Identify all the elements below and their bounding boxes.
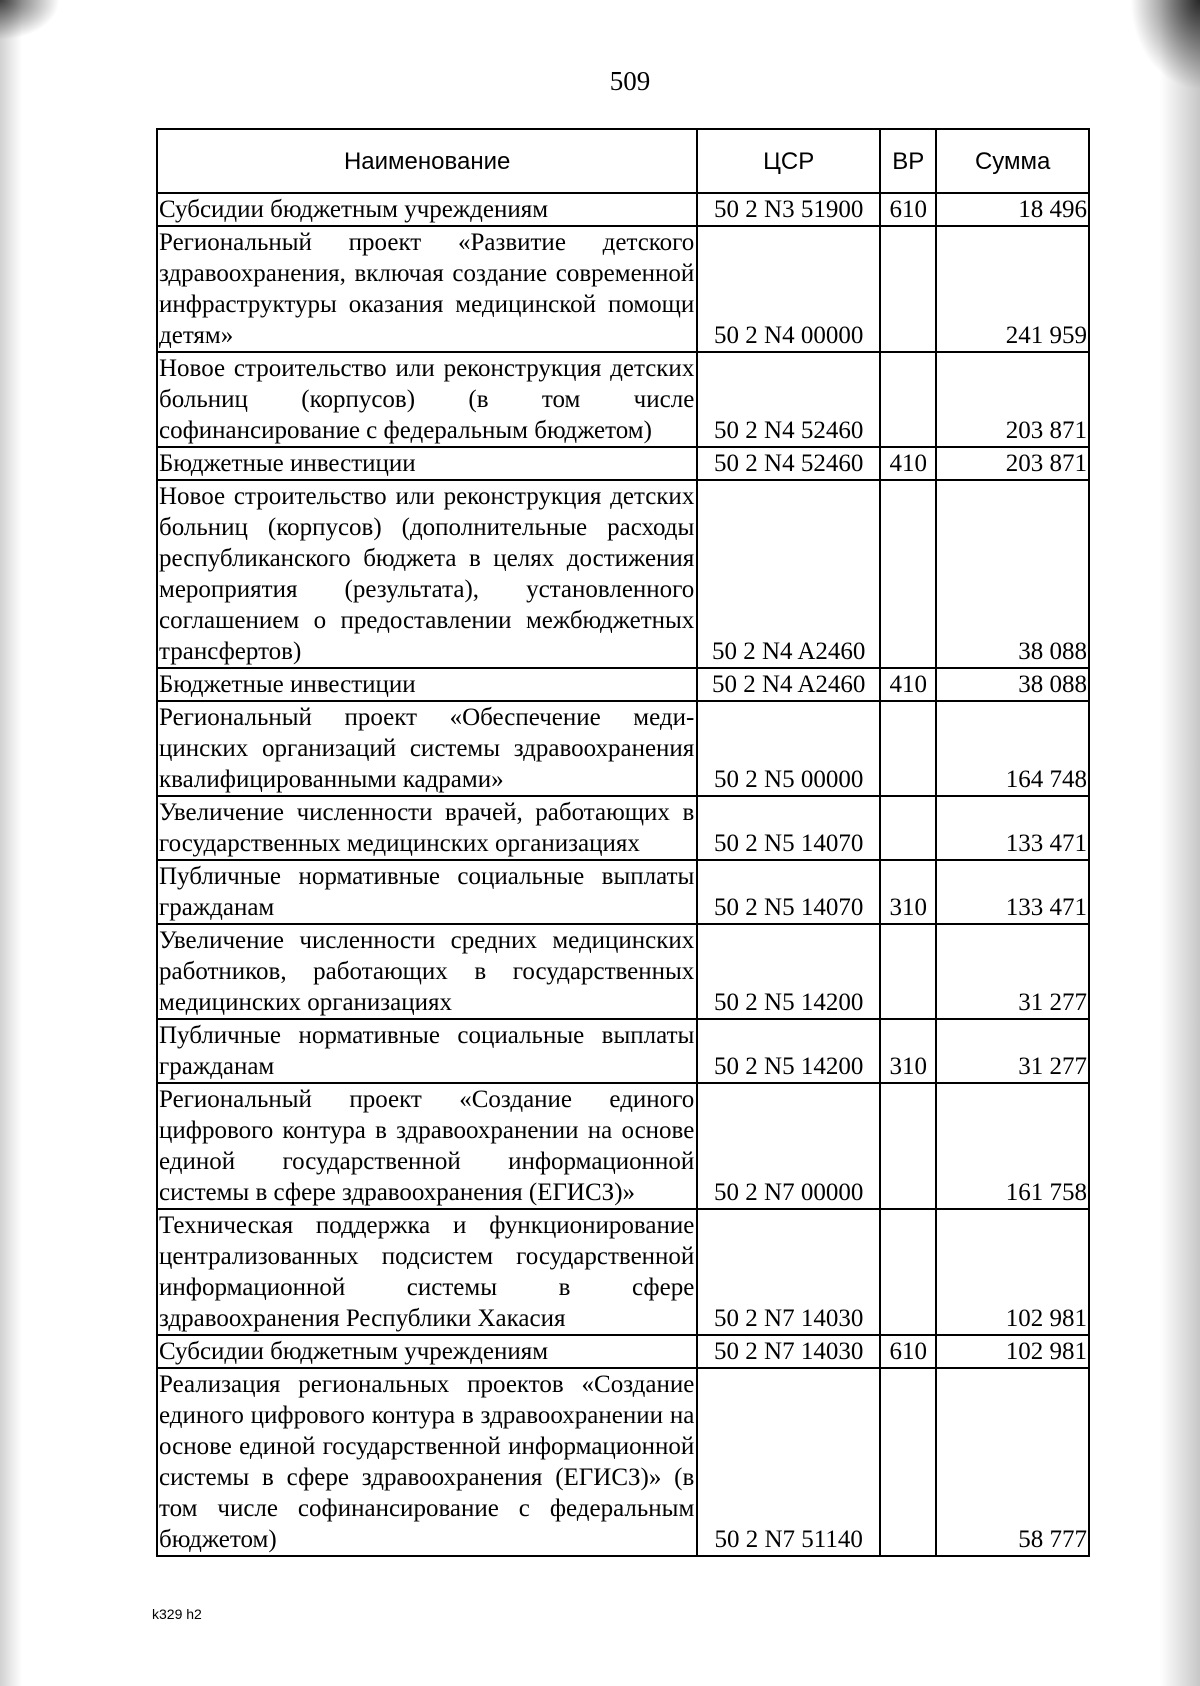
row-vr (880, 226, 936, 352)
row-name: Региональный проект «Развитие детского здравоохранения, включая создание современной инфраструктуры оказания медицинской помощи детям» (157, 226, 697, 352)
header-name: Наименование (157, 129, 697, 193)
row-sum: 38 088 (936, 668, 1089, 701)
header-csr: ЦСР (697, 129, 880, 193)
row-sum: 18 496 (936, 193, 1089, 226)
table-row (157, 796, 1089, 860)
row-csr: 50 2 N4 52460 (697, 447, 880, 480)
row-name: Публичные нормативные социальные выплаты гражданам (157, 860, 697, 924)
row-sum: 203 871 (936, 352, 1089, 447)
table-row (157, 226, 1089, 352)
table-row (157, 1335, 1089, 1368)
row-csr: 50 2 N5 14070 (697, 860, 880, 924)
row-name: Субсидии бюджетным учреждениям (157, 1335, 697, 1368)
table-row (157, 701, 1089, 796)
table-row (157, 668, 1089, 701)
row-vr: 310 (880, 860, 936, 924)
row-sum: 38 088 (936, 480, 1089, 668)
row-vr (880, 701, 936, 796)
row-csr: 50 2 N4 00000 (697, 226, 880, 352)
row-vr: 610 (880, 1335, 936, 1368)
budget-table (156, 128, 1090, 1557)
row-sum: 161 758 (936, 1083, 1089, 1209)
row-vr (880, 480, 936, 668)
table-row (157, 1368, 1089, 1556)
footer-code: k329 h2 (152, 1606, 202, 1622)
row-name: Техническая поддержка и функционирование централизованных подсистем государственной информационной системы в сфере здравоохранения Республики Хакасия (157, 1209, 697, 1335)
table-body (157, 193, 1089, 1556)
row-csr: 50 2 N4 A2460 (697, 480, 880, 668)
table-row (157, 352, 1089, 447)
table-row (157, 447, 1089, 480)
table-row (157, 860, 1089, 924)
row-sum: 241 959 (936, 226, 1089, 352)
row-name: Бюджетные инвестиции (157, 668, 697, 701)
row-vr: 610 (880, 193, 936, 226)
row-csr: 50 2 N7 00000 (697, 1083, 880, 1209)
scan-shadow-left (0, 0, 22, 1686)
row-vr: 410 (880, 668, 936, 701)
row-sum: 102 981 (936, 1335, 1089, 1368)
table-row (157, 1083, 1089, 1209)
row-sum: 203 871 (936, 447, 1089, 480)
row-vr: 310 (880, 1019, 936, 1083)
row-name: Увеличение численности средних медицинских работников, работающих в государственных медицинских организациях (157, 924, 697, 1019)
page-number: 509 (609, 66, 651, 96)
row-vr (880, 1209, 936, 1335)
row-csr: 50 2 N3 51900 (697, 193, 880, 226)
row-vr (880, 1083, 936, 1209)
table-row (157, 193, 1089, 226)
row-csr: 50 2 N5 14070 (697, 796, 880, 860)
row-name: Региональный проект «Обеспечение медицинских организаций системы здравоохранения квалифицированными кадрами» (157, 701, 697, 796)
row-vr (880, 352, 936, 447)
row-csr: 50 2 N7 14030 (697, 1209, 880, 1335)
row-name: Реализация региональных проектов «Создание единого цифрового контура в здравоохранении на основе единой государственной информационной системы в сфере здравоохранения (ЕГИСЗ)» (в том числе софинансирование с федеральным бюджетом) (157, 1368, 697, 1556)
row-name: Публичные нормативные социальные выплаты гражданам (157, 1019, 697, 1083)
row-csr: 50 2 N5 14200 (697, 924, 880, 1019)
row-sum: 133 471 (936, 860, 1089, 924)
row-sum: 133 471 (936, 796, 1089, 860)
table-row (157, 924, 1089, 1019)
row-vr (880, 1368, 936, 1556)
row-name: Новое строительство или реконструкция детских больниц (корпусов) (дополнительные расходы республиканского бюджета в целях достижения мероприятия (результата), установленного соглашением о предоставлении межбюджетных трансфертов) (157, 480, 697, 668)
row-csr: 50 2 N4 A2460 (697, 668, 880, 701)
row-name: Субсидии бюджетным учреждениям (157, 193, 697, 226)
row-csr: 50 2 N5 14200 (697, 1019, 880, 1083)
table-header (157, 129, 1089, 193)
row-csr: 50 2 N5 00000 (697, 701, 880, 796)
row-name: Увеличение численности врачей, работающих в государственных медицинских организациях (157, 796, 697, 860)
row-vr (880, 924, 936, 1019)
table-row (157, 480, 1089, 668)
row-name: Новое строительство или реконструкция детских больниц (корпусов) (в том числе софинансирование с федеральным бюджетом) (157, 352, 697, 447)
row-csr: 50 2 N7 51140 (697, 1368, 880, 1556)
row-sum: 102 981 (936, 1209, 1089, 1335)
header-vr: ВР (880, 129, 936, 193)
row-csr: 50 2 N7 14030 (697, 1335, 880, 1368)
row-sum: 164 748 (936, 701, 1089, 796)
row-vr: 410 (880, 447, 936, 480)
scan-shadow-right (1160, 0, 1200, 1686)
table-row (157, 1209, 1089, 1335)
row-vr (880, 796, 936, 860)
row-name: Бюджетные инвестиции (157, 447, 697, 480)
header-row (157, 129, 1089, 193)
header-sum: Сумма (936, 129, 1089, 193)
row-sum: 31 277 (936, 1019, 1089, 1083)
row-sum: 31 277 (936, 924, 1089, 1019)
row-sum: 58 777 (936, 1368, 1089, 1556)
scan-corner-top-left (0, 0, 60, 40)
row-csr: 50 2 N4 52460 (697, 352, 880, 447)
row-name: Региональный проект «Создание единого цифрового контура в здравоохранении на основе единой государственной информационной системы в сфере здравоохранения (ЕГИСЗ)» (157, 1083, 697, 1209)
table-row (157, 1019, 1089, 1083)
